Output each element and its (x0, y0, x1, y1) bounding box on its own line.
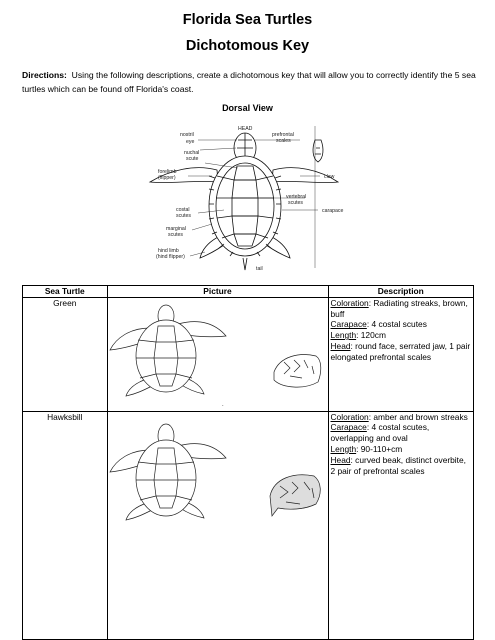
label-vertebral-scutes: scutes (288, 200, 303, 206)
label-eye: eye (186, 139, 195, 145)
table-row (23, 411, 474, 639)
length-label: Length (330, 443, 357, 454)
page-subtitle: Dichotomous Key (185, 38, 310, 54)
label-costal: costal (176, 207, 190, 213)
coloration-label: Coloration (330, 297, 369, 308)
directions (22, 69, 482, 96)
table-row (23, 297, 474, 411)
head-label: Head (330, 340, 351, 351)
label-claw: claw (324, 174, 335, 180)
hawksbill-length (331, 444, 472, 455)
head-value: : round face, serrated jaw, 1 pair elongated prefrontal scales (330, 340, 471, 362)
turtle-name: Hawksbill (23, 411, 108, 639)
label-nuchal: nuchal (184, 150, 200, 156)
dorsal-view-title: Dorsal View (222, 103, 273, 113)
green-description (328, 297, 474, 411)
label-nuchal-scute: scute (186, 156, 199, 162)
label-marginal: marginal (166, 226, 186, 232)
label-hind-flipper: (hind flipper) (156, 254, 185, 260)
turtle-name: Green (23, 297, 108, 411)
label-prefrontal: prefrontal (272, 132, 294, 138)
carapace-label: Carapace (330, 319, 367, 330)
header-picture: Picture (107, 286, 328, 298)
label-hind-limb: hind limb (158, 248, 179, 254)
coloration-label: Coloration (330, 411, 369, 422)
header-description: Description (328, 286, 474, 298)
label-tail: tail (256, 266, 263, 272)
length-value: : 90-110+cm (356, 443, 403, 454)
head-label: Head (330, 454, 351, 465)
label-marginal-scutes: scutes (168, 232, 183, 238)
coloration-value: : amber and brown streaks (368, 411, 468, 422)
green-turtle-picture (107, 297, 328, 411)
hawksbill-head (331, 455, 472, 477)
svg-text:.: . (221, 401, 224, 408)
turtle-key-table (22, 285, 474, 640)
green-length (331, 330, 472, 341)
page-title: Florida Sea Turtles (182, 12, 313, 28)
hawksbill-coloration (331, 412, 472, 423)
label-prefrontal-scales: scales (276, 138, 291, 144)
length-value: : 120cm (356, 330, 386, 341)
label-flipper: (flipper) (158, 175, 176, 181)
green-coloration (331, 298, 472, 320)
directions-text: Using the following descriptions, create a dichotomous key that will allow you to correctly identify the 5 sea turtles which can be found off Florida's coast. (22, 70, 476, 94)
label-head: HEAD (238, 126, 253, 132)
hawksbill-turtle-picture (107, 411, 328, 639)
label-nostril: nostril (180, 132, 194, 138)
carapace-value: : 4 costal scutes (366, 319, 427, 330)
directions-label: Directions: (22, 70, 67, 80)
green-turtle-illustration (108, 298, 328, 408)
label-forelimb: forelimb (158, 169, 177, 175)
table-header-row (23, 286, 474, 298)
carapace-value: : 4 costal scutes, overlapping and oval (330, 422, 430, 444)
header-sea-turtle: Sea Turtle (23, 286, 108, 298)
green-carapace (331, 319, 472, 330)
green-head (331, 341, 472, 363)
carapace-label: Carapace (330, 422, 367, 433)
length-label: Length (330, 330, 357, 341)
coloration-value: : Radiating streaks, brown, buff (330, 297, 468, 319)
hawksbill-carapace (331, 422, 472, 444)
hawksbill-turtle-illustration (108, 412, 328, 532)
label-carapace: carapace (322, 208, 344, 214)
turtle-anatomy-diagram (0, 118, 495, 283)
label-vertebral: vertebral (286, 194, 307, 200)
label-costal-scutes: scutes (176, 213, 191, 219)
hawksbill-description (328, 411, 474, 639)
head-value: : curved beak, distinct overbite, 2 pair of prefrontal scales (330, 454, 466, 476)
